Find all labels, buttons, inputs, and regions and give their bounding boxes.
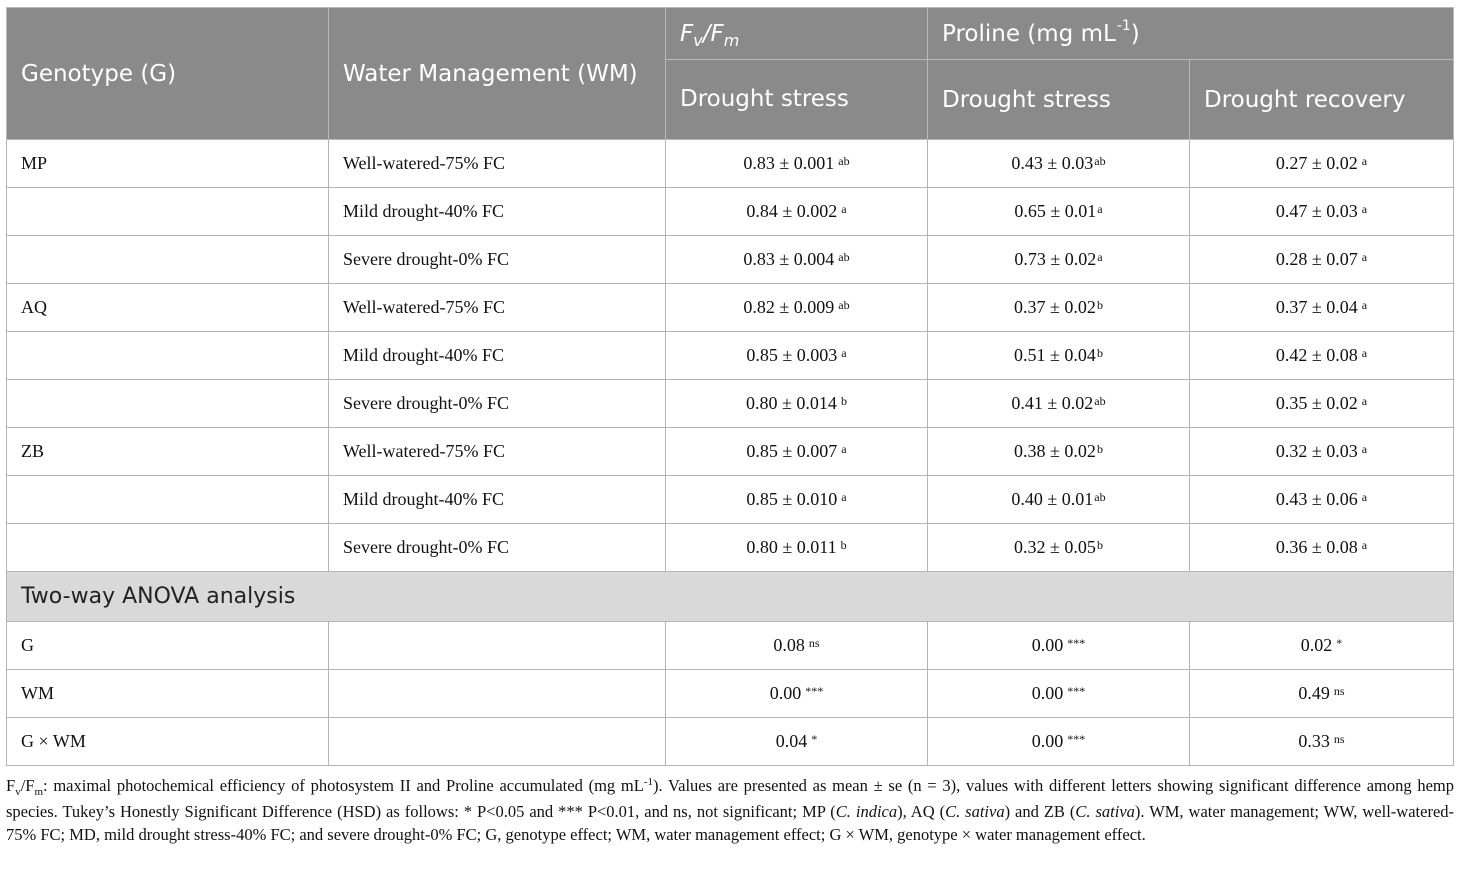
proline-drought-recovery-cell	[1190, 524, 1454, 572]
value: 0.85 ± 0.010	[746, 489, 838, 509]
empty-cell	[329, 622, 666, 670]
significance-letter: ab	[1094, 154, 1106, 168]
significance-mark: *	[1336, 636, 1343, 650]
table-row	[7, 284, 1454, 332]
water-management-cell: Severe drought-0% FC	[329, 236, 666, 284]
footnote-fv-slash: /F	[20, 776, 35, 795]
p-value: 0.00	[1031, 683, 1064, 703]
anova-fvfm-cell	[666, 670, 928, 718]
header-fvfm-v: v	[693, 30, 703, 50]
proline-drought-stress-cell	[928, 284, 1190, 332]
significance-letter: a	[841, 442, 847, 456]
header-fvfm	[666, 8, 928, 60]
fvfm-drought-stress-cell	[666, 332, 928, 380]
significance-mark: ns	[1333, 684, 1345, 698]
header-proline-drought-stress: Drought stress	[928, 60, 1190, 140]
proline-drought-stress-cell	[928, 140, 1190, 188]
value: 0.36 ± 0.08	[1275, 537, 1358, 557]
fvfm-drought-stress-cell	[666, 524, 928, 572]
table-row	[7, 380, 1454, 428]
water-management-cell: Well-watered-75% FC	[329, 428, 666, 476]
p-value: 0.00	[1031, 635, 1064, 655]
header-proline-exp: -1	[1116, 17, 1131, 34]
significance-letter: a	[841, 346, 847, 360]
anova-proline-stress-cell	[928, 670, 1190, 718]
significance-letter: a	[841, 490, 847, 504]
results-table	[6, 7, 1454, 766]
significance-letter: a	[1361, 154, 1368, 168]
genotype-cell: AQ	[7, 284, 329, 332]
significance-letter: b	[840, 538, 847, 552]
header-fvfm-m: m	[723, 30, 740, 50]
header-proline	[928, 8, 1454, 60]
table-container	[6, 7, 1453, 766]
significance-letter: b	[1096, 538, 1103, 552]
proline-drought-recovery-cell	[1190, 332, 1454, 380]
value: 0.37 ± 0.04	[1275, 297, 1358, 317]
footnote-species-1: C. indica	[835, 802, 898, 821]
anova-section-title: Two-way ANOVA analysis	[7, 572, 1454, 622]
value: 0.82 ± 0.009	[743, 297, 835, 317]
value: 0.32 ± 0.03	[1275, 441, 1358, 461]
p-value: 0.08	[773, 635, 805, 655]
value: 0.83 ± 0.001	[743, 153, 835, 173]
footnote-text-1: : maximal photochemical efficiency of photosystem II and Proline accumulated (mg mL	[43, 776, 644, 795]
value: 0.35 ± 0.02	[1275, 393, 1358, 413]
water-management-cell: Well-watered-75% FC	[329, 140, 666, 188]
significance-letter: b	[1096, 346, 1103, 360]
value: 0.40 ± 0.01	[1011, 489, 1094, 509]
significance-letter: a	[1361, 394, 1368, 408]
anova-effect-label: G	[7, 622, 329, 670]
significance-letter: a	[841, 202, 847, 216]
genotype-cell	[7, 476, 329, 524]
p-value: 0.33	[1298, 731, 1330, 751]
genotype-cell	[7, 236, 329, 284]
empty-cell	[329, 718, 666, 766]
significance-letter: a	[1361, 538, 1368, 552]
value: 0.28 ± 0.07	[1275, 249, 1358, 269]
significance-letter: a	[1097, 250, 1103, 264]
proline-drought-recovery-cell	[1190, 140, 1454, 188]
table-row	[7, 188, 1454, 236]
header-water-management: Water Management (WM)	[329, 8, 666, 140]
anova-section-row	[7, 572, 1454, 622]
value: 0.42 ± 0.08	[1275, 345, 1358, 365]
value: 0.85 ± 0.007	[746, 441, 838, 461]
footnote-species-2: C. sativa	[945, 802, 1005, 821]
value: 0.85 ± 0.003	[746, 345, 838, 365]
value: 0.43 ± 0.03	[1011, 153, 1094, 173]
value: 0.51 ± 0.04	[1014, 345, 1096, 365]
anova-proline-recovery-cell	[1190, 622, 1454, 670]
genotype-cell: MP	[7, 140, 329, 188]
value: 0.38 ± 0.02	[1014, 441, 1096, 461]
empty-cell	[329, 670, 666, 718]
significance-letter: ab	[838, 298, 850, 312]
header-genotype: Genotype (G)	[7, 8, 329, 140]
header-fv-drought-stress: Drought stress	[666, 60, 928, 140]
proline-drought-recovery-cell	[1190, 476, 1454, 524]
genotype-cell	[7, 380, 329, 428]
value: 0.43 ± 0.06	[1275, 489, 1358, 509]
significance-mark: ***	[1067, 636, 1086, 650]
proline-drought-stress-cell	[928, 524, 1190, 572]
anova-fvfm-cell	[666, 622, 928, 670]
p-value: 0.00	[769, 683, 802, 703]
fvfm-drought-stress-cell	[666, 284, 928, 332]
proline-drought-recovery-cell	[1190, 380, 1454, 428]
proline-drought-stress-cell	[928, 380, 1190, 428]
table-row	[7, 332, 1454, 380]
significance-letter: a	[1097, 202, 1103, 216]
footnote-text-5: ). WM, water management; WW, well-watered-75% FC; MD, mild drought stress-40% FC; and severe drought-0% FC; G, genotype effect; WM, water management effect; G × WM, genotype × water management effect.	[6, 802, 1455, 844]
header-fvfm-f: F	[680, 20, 694, 47]
value: 0.80 ± 0.014	[746, 393, 837, 413]
significance-mark: ***	[1067, 684, 1086, 698]
footnote-text-2: ). Values are presented as mean ± se (n = 3), values with different letters showing significant difference among hemp species. Tukey’s Honestly Significant Difference (HSD) as follows: * P<0.05 and *** P<0.01, and ns, not significant; MP (	[6, 776, 1454, 821]
water-management-cell: Well-watered-75% FC	[329, 284, 666, 332]
significance-mark: ***	[1067, 732, 1086, 746]
p-value: 0.00	[1031, 731, 1064, 751]
header-row-1	[7, 8, 1454, 60]
table-row	[7, 524, 1454, 572]
anova-effect-label: WM	[7, 670, 329, 718]
fvfm-drought-stress-cell	[666, 380, 928, 428]
p-value: 0.02	[1300, 635, 1333, 655]
anova-proline-stress-cell	[928, 718, 1190, 766]
p-value: 0.49	[1298, 683, 1330, 703]
p-value: 0.04	[775, 731, 808, 751]
proline-drought-stress-cell	[928, 188, 1190, 236]
footnote-fv-m: m	[34, 786, 44, 798]
value: 0.73 ± 0.02	[1014, 249, 1097, 269]
proline-drought-stress-cell	[928, 428, 1190, 476]
anova-row	[7, 670, 1454, 718]
proline-drought-stress-cell	[928, 236, 1190, 284]
genotype-cell: ZB	[7, 428, 329, 476]
header-proline-close: )	[1130, 20, 1140, 47]
header-proline-text: Proline (mg mL	[942, 20, 1116, 47]
genotype-cell	[7, 332, 329, 380]
anova-proline-stress-cell	[928, 622, 1190, 670]
anova-proline-recovery-cell	[1190, 718, 1454, 766]
value: 0.65 ± 0.01	[1014, 201, 1097, 221]
anova-row	[7, 718, 1454, 766]
fvfm-drought-stress-cell	[666, 476, 928, 524]
header-proline-drought-recovery: Drought recovery	[1190, 60, 1454, 140]
value: 0.37 ± 0.02	[1014, 297, 1096, 317]
footnote-fv-v: v	[15, 786, 21, 798]
footnote-exp: -1	[643, 776, 653, 788]
fvfm-drought-stress-cell	[666, 428, 928, 476]
table-row	[7, 428, 1454, 476]
water-management-cell: Mild drought-40% FC	[329, 188, 666, 236]
value: 0.27 ± 0.02	[1275, 153, 1358, 173]
genotype-cell	[7, 188, 329, 236]
value: 0.41 ± 0.02	[1011, 393, 1094, 413]
significance-mark: ns	[808, 636, 820, 650]
significance-letter: ab	[1094, 490, 1106, 504]
significance-letter: a	[1361, 442, 1368, 456]
table-body	[7, 140, 1454, 766]
significance-letter: ab	[838, 154, 850, 168]
proline-drought-recovery-cell	[1190, 188, 1454, 236]
proline-drought-recovery-cell	[1190, 236, 1454, 284]
header-fvfm-slash: /F	[702, 20, 724, 47]
fvfm-drought-stress-cell	[666, 236, 928, 284]
anova-effect-label: G × WM	[7, 718, 329, 766]
value: 0.84 ± 0.002	[746, 201, 838, 221]
value: 0.83 ± 0.004	[743, 249, 835, 269]
value: 0.32 ± 0.05	[1014, 537, 1096, 557]
significance-letter: a	[1361, 250, 1368, 264]
genotype-cell	[7, 524, 329, 572]
table-row	[7, 236, 1454, 284]
anova-proline-recovery-cell	[1190, 670, 1454, 718]
proline-drought-recovery-cell	[1190, 284, 1454, 332]
proline-drought-recovery-cell	[1190, 428, 1454, 476]
footnote-text-4: ) and ZB (	[1004, 802, 1076, 821]
proline-drought-stress-cell	[928, 476, 1190, 524]
significance-letter: a	[1361, 202, 1368, 216]
value: 0.80 ± 0.011	[746, 537, 837, 557]
water-management-cell: Mild drought-40% FC	[329, 332, 666, 380]
significance-mark: ***	[805, 684, 824, 698]
significance-mark: ns	[1333, 732, 1345, 746]
significance-mark: *	[811, 732, 818, 746]
value: 0.47 ± 0.03	[1275, 201, 1358, 221]
proline-drought-stress-cell	[928, 332, 1190, 380]
significance-letter: ab	[838, 250, 850, 264]
significance-letter: a	[1361, 346, 1368, 360]
anova-row	[7, 622, 1454, 670]
significance-letter: a	[1361, 298, 1368, 312]
footnote-fv-f: F	[6, 776, 16, 795]
anova-fvfm-cell	[666, 718, 928, 766]
footnote-text-3: ), AQ (	[897, 802, 946, 821]
table-row	[7, 140, 1454, 188]
fvfm-drought-stress-cell	[666, 188, 928, 236]
significance-letter: a	[1361, 490, 1368, 504]
significance-letter: b	[840, 394, 847, 408]
footnote-species-3: C. sativa	[1075, 802, 1135, 821]
table-footnote	[6, 774, 1454, 846]
table-row	[7, 476, 1454, 524]
fvfm-drought-stress-cell	[666, 140, 928, 188]
significance-letter: b	[1096, 298, 1103, 312]
water-management-cell: Mild drought-40% FC	[329, 476, 666, 524]
significance-letter: b	[1096, 442, 1103, 456]
significance-letter: ab	[1094, 394, 1106, 408]
water-management-cell: Severe drought-0% FC	[329, 524, 666, 572]
water-management-cell: Severe drought-0% FC	[329, 380, 666, 428]
